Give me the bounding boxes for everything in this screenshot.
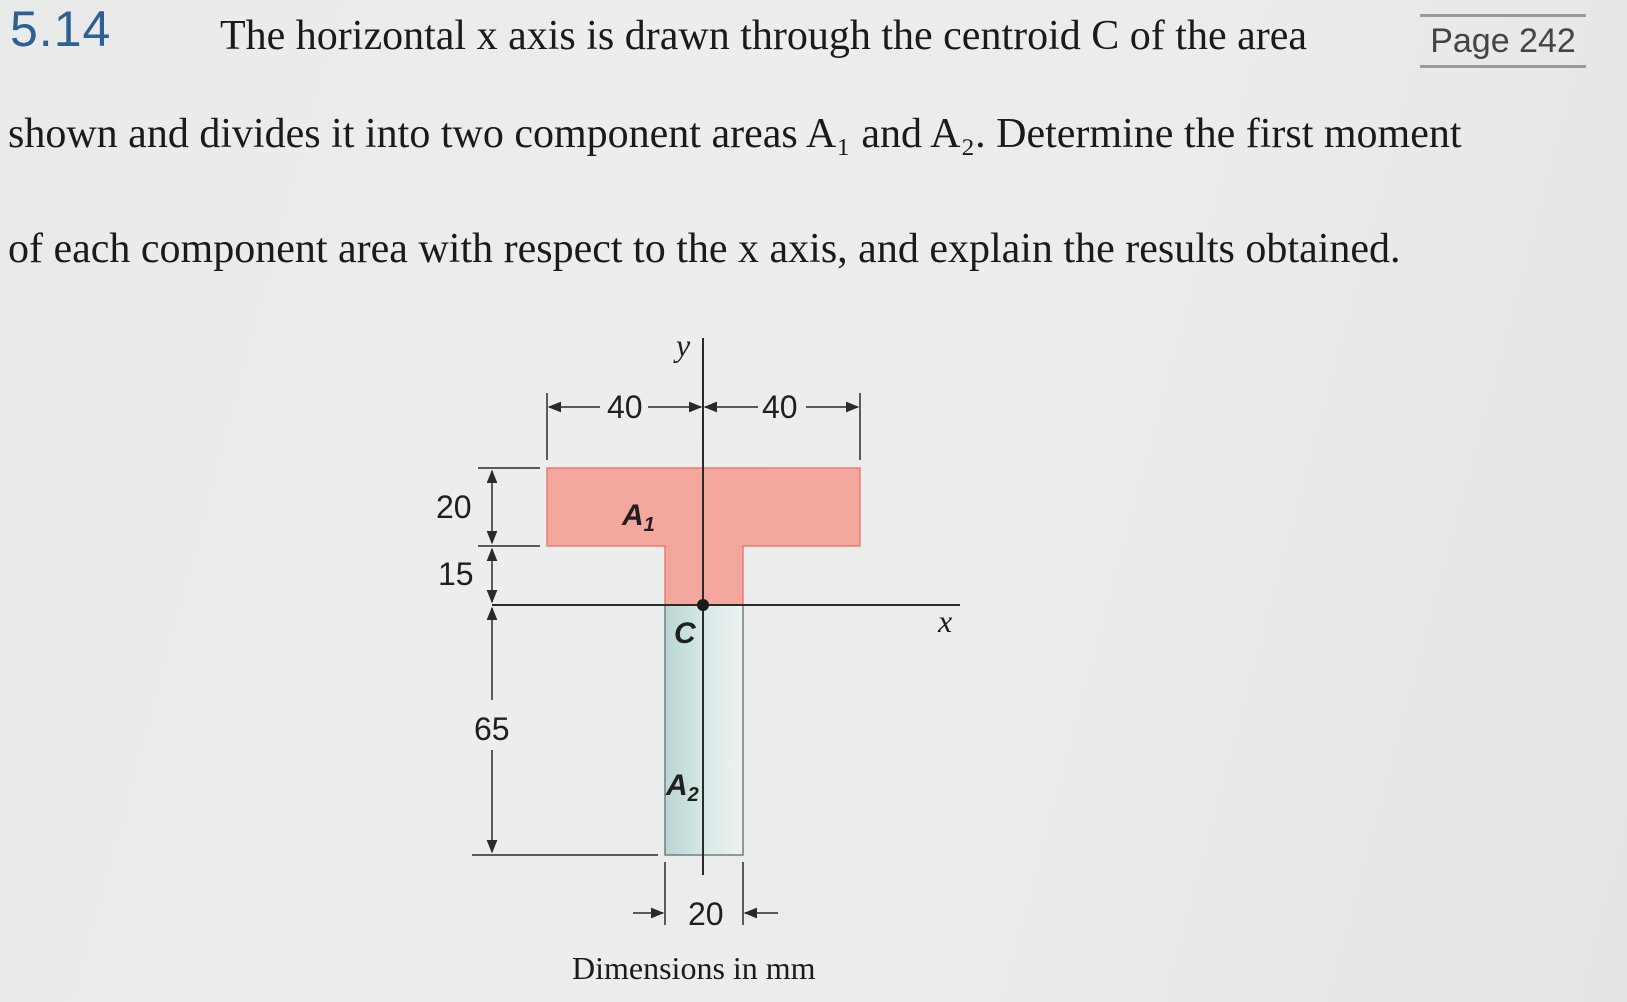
area-a2-label: $A_2$ [666,769,699,806]
dim-upper-web-label: 15 [438,556,474,592]
area-a1-label: $A_1$ [622,499,655,536]
figure-caption: Dimensions in mm [572,950,816,986]
x-axis-label: x [938,603,953,639]
dim-top-right-label: 40 [762,389,798,425]
dim-top-left-label: 40 [607,389,643,425]
page-reference-badge[interactable]: Page 242 [1420,14,1586,68]
centroid-label: C [674,617,696,650]
problem-text-line-2: shown and divides it into two component areas A₁ and A₂. Determine the first moment [8,111,1462,157]
dim-web-width-label: 20 [688,896,724,932]
y-axis-label: y [676,327,691,363]
problem-number: 5.14 [10,1,112,57]
dim-flange-label: 20 [436,489,472,525]
dim-lower-web-label: 65 [474,711,510,747]
problem-text-line-1: The horizontal x axis is drawn through the centroid C of the area [220,13,1307,59]
centroid-point [697,599,709,611]
problem-text-line-3: of each component area with respect to the x axis, and explain the results obtained. [8,226,1401,272]
